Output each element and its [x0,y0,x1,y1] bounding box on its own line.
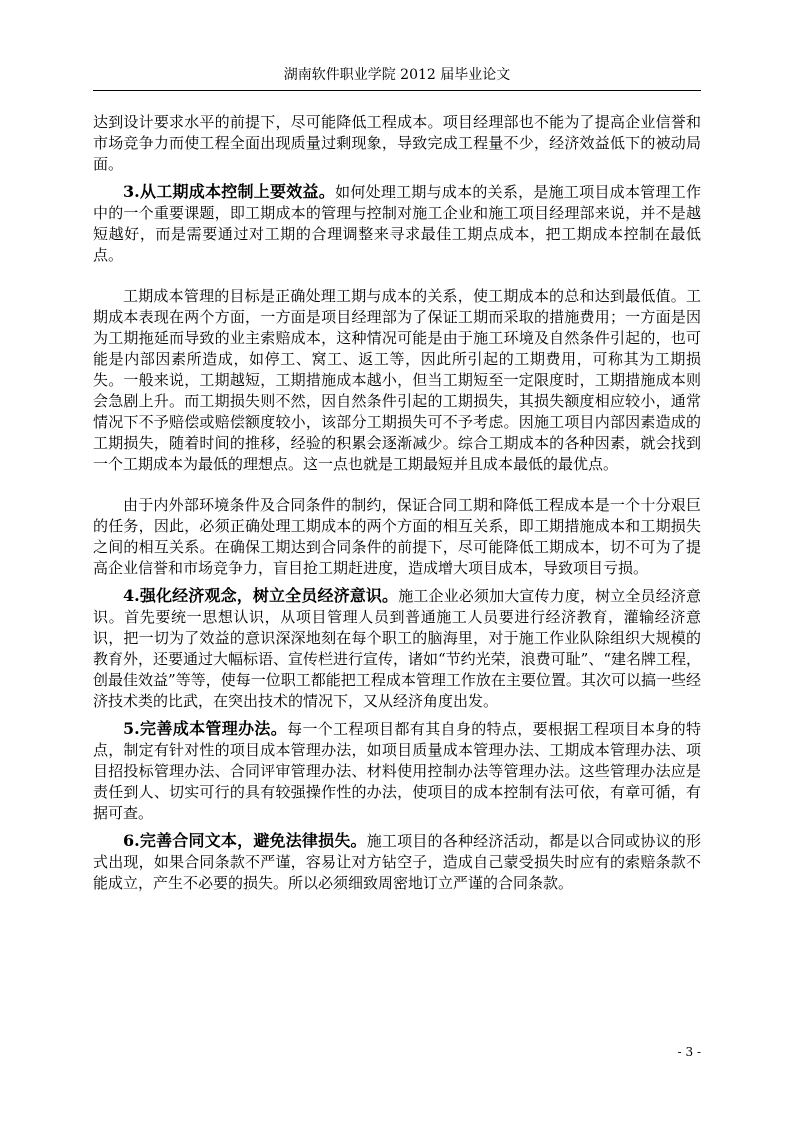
paragraph-schedule-cost: 工期成本管理的目标是正确处理工期与成本的关系，使工期成本的总和达到最低值。工期成本表现在两个方面，一方面是项目经理部为了保证工期而采取的措施费用；一方面是因为工期拖延而导致的业主索赔成本，这种情况可能是由于施工环境及自然条件引起的，也可能是内部因素所造成，如停工、窝工、返工等，因此所引起的工期费用，可称其为工期损失。一般来说，工期越短，工期措施成本越小，但当工期短至一定限度时，工期措施成本则会急剧上升。而工期损失则不然，因自然条件引起的工期损失，其损失额度相应较小，通常情况下不予赔偿或赔偿额度较小，该部分工期损失可不予考虑。因施工项目内部因素造成的工期损失，随着时间的推移，经验的积累会逐渐减少。综合工期成本的各种因素，就会找到一个工期成本为最低的理想点。这一点也就是工期最短并且成本最低的最优点。 [93,287,701,473]
header-rule [93,90,701,91]
page-number: - 3 - [677,1045,701,1059]
section-3-text: 如何处理工期与成本的关系，是施工项目成本管理工作中的一个重要课题，即工期成本的管理与控制对施工企业和施工项目经理部来说，并不是越短越好，而是需要通过对工期的合理调整来寻求最佳工期点成本，把工期成本控制在最低点。 [93,183,701,264]
document-body [93,112,701,894]
section-6-paragraph [93,830,701,894]
section-5-paragraph [93,718,701,824]
section-4-paragraph [93,585,701,712]
section-3-heading: 3.从工期成本控制上要效益。 [123,182,336,201]
section-4-heading: 4.强化经济观念，树立全员经济意识。 [123,586,399,605]
section-6-text: 施工项目的各种经济活动，都是以合同或协议的形式出现，如果合同条款不严谨，容易让对方钻空子，造成自己蒙受损失时应有的索赔条款不能成立，产生不必要的损失。所以必须细致周密地订立严谨的合同条款。 [93,832,701,892]
section-6-heading: 6.完善合同文本，避免法律损失。 [123,831,367,850]
section-4-text: 施工企业必须加大宣传力度，树立全员经济意识。首先要统一思想认识，从项目管理人员到普通施工人员要进行经济教育，灌输经济意识，把一切为了效益的意识深深地刻在每个职工的脑海里，对于施工作业队除组织大规模的教育外，还要通过大幅标语、宣传栏进行宣传，诸如“节约光荣，浪费可耻”、“建名牌工程，创最佳效益”等等，使每一位职工都能把工程成本管理工作放在主要位置。其次可以搞一些经济技术类的比武，在突出技术的情况下，又从经济角度出发。 [93,587,702,710]
paragraph-constraints: 由于内外部环境条件及合同条件的制约，保证合同工期和降低工程成本是一个十分艰巨的任务，因此，必须正确处理工期成本的两个方面的相互关系，即工期措施成本和工期损失之间的相互关系。在确保工期达到合同条件的前提下，尽可能降低工期成本，切不可为了提高企业信誉和市场竞争力，盲目抢工期赶进度，造成增大项目成本，导致项目亏损。 [93,496,701,577]
section-5-heading: 5.完善成本管理办法。 [123,719,288,738]
section-3-paragraph [93,181,701,266]
running-header: 湖南软件职业学院 2012 届毕业论文 [283,67,511,83]
section-5-text: 每一个工程项目都有其自身的特点，要根据工程项目本身的特点，制定有针对性的项目成本管理办法，如项目质量成本管理办法、工期成本管理办法、项目招投标管理办法、合同评审管理办法、材料使用控制办法等管理办法。这些管理办法应是责任到人、切实可行的具有较强操作性的办法，使项目的成本控制有法可依，有章可循，有据可查。 [93,720,701,822]
paragraph-continuation: 达到设计要求水平的前提下，尽可能降低工程成本。项目经理部也不能为了提高企业信誉和市场竞争力而使工程全面出现质量过剩现象，导致完成工程量不少，经济效益低下的被动局面。 [93,113,701,173]
